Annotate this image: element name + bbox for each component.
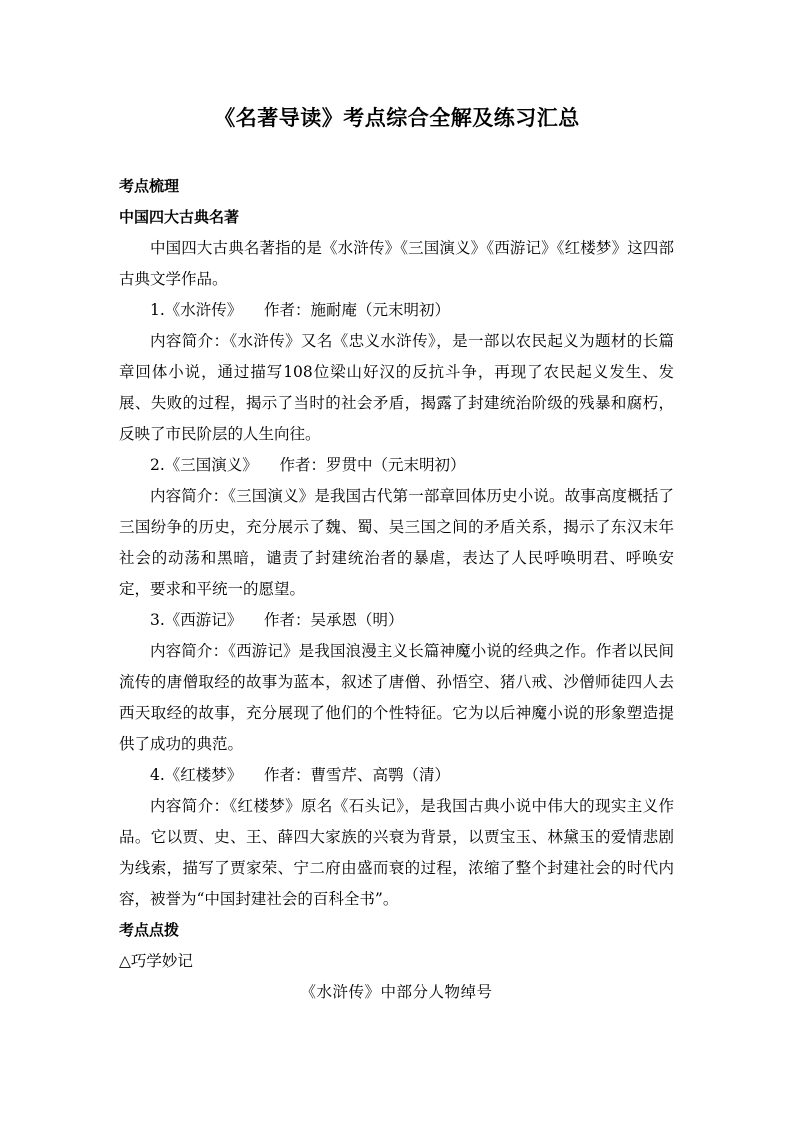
section-heading-kaodian-dianbo: 考点点拨 (119, 921, 180, 939)
book-title-2: 2.《三国演义》 (150, 456, 258, 474)
table-caption: 《水浒传》中部分人物绰号 (300, 983, 493, 1001)
book-summary-3: 内容简介：《西游记》是我国浪漫主义长篇神魔小说的经典之作。作者以民间流传的唐僧取经的故事为蓝本，叙述了唐僧、孙悟空、猪八戒、沙僧师徒四人去西天取经的故事，充分展现了他们的个性特征。它为以后神魔小说的形象塑造提供了成功的典范。 (119, 642, 674, 753)
book-entry-2 (119, 450, 674, 481)
tip-label: △巧学妙记 (119, 952, 193, 970)
book-author-2: 作者：罗贯中（元末明初） (279, 456, 466, 474)
book-title-4: 4.《红楼梦》 (150, 766, 243, 784)
book-author-3: 作者：吴承恩（明） (263, 611, 404, 629)
book-summary-1: 内容简介：《水浒传》又名《忠义水浒传》，是一部以农民起义为题材的长篇章回体小说，通过描写108位梁山好汉的反抗斗争，再现了农民起义发生、发展、失败的过程，揭示了当时的社会矛盾，揭露了封建统治阶级的残暴和腐朽，反映了市民阶层的人生向往。 (119, 332, 674, 443)
book-title-3: 3.《西游记》 (150, 611, 243, 629)
book-author-4: 作者：曹雪芹、高鹗（清） (263, 766, 450, 784)
document-body (119, 171, 674, 1008)
book-summary-2: 内容简介：《三国演义》是我国古代第一部章回体历史小说。故事高度概括了三国纷争的历史，充分展示了魏、蜀、吴三国之间的矛盾关系，揭示了东汉末年社会的动荡和黑暗，谴责了封建统治者的暴虐，表达了人民呼唤明君、呼唤安定，要求和平统一的愿望。 (119, 487, 674, 598)
subsection-heading-four-classics: 中国四大古典名著 (119, 208, 240, 226)
document-title: 《名著导读》考点综合全解及练习汇总 (214, 105, 580, 130)
book-entry-1 (119, 295, 674, 326)
section-heading-kaodian-shuli: 考点梳理 (119, 177, 180, 195)
book-summary-4: 内容简介：《红楼梦》原名《石头记》，是我国古典小说中伟大的现实主义作品。它以贾、史、王、薛四大家族的兴衰为背景，以贾宝玉、林黛玉的爱情悲剧为线索，描写了贾家荣、宁二府由盛而衰的过程，浓缩了整个封建社会的时代内容，被誉为“中国封建社会的百科全书”。 (119, 797, 674, 908)
book-entry-3 (119, 605, 674, 636)
intro-paragraph: 中国四大古典名著指的是《水浒传》《三国演义》《西游记》《红楼梦》这四部古典文学作品。 (119, 239, 674, 288)
book-entry-4 (119, 760, 674, 791)
book-author-1: 作者：施耐庵（元末明初） (263, 301, 450, 319)
book-title-1: 1.《水浒传》 (150, 301, 243, 319)
